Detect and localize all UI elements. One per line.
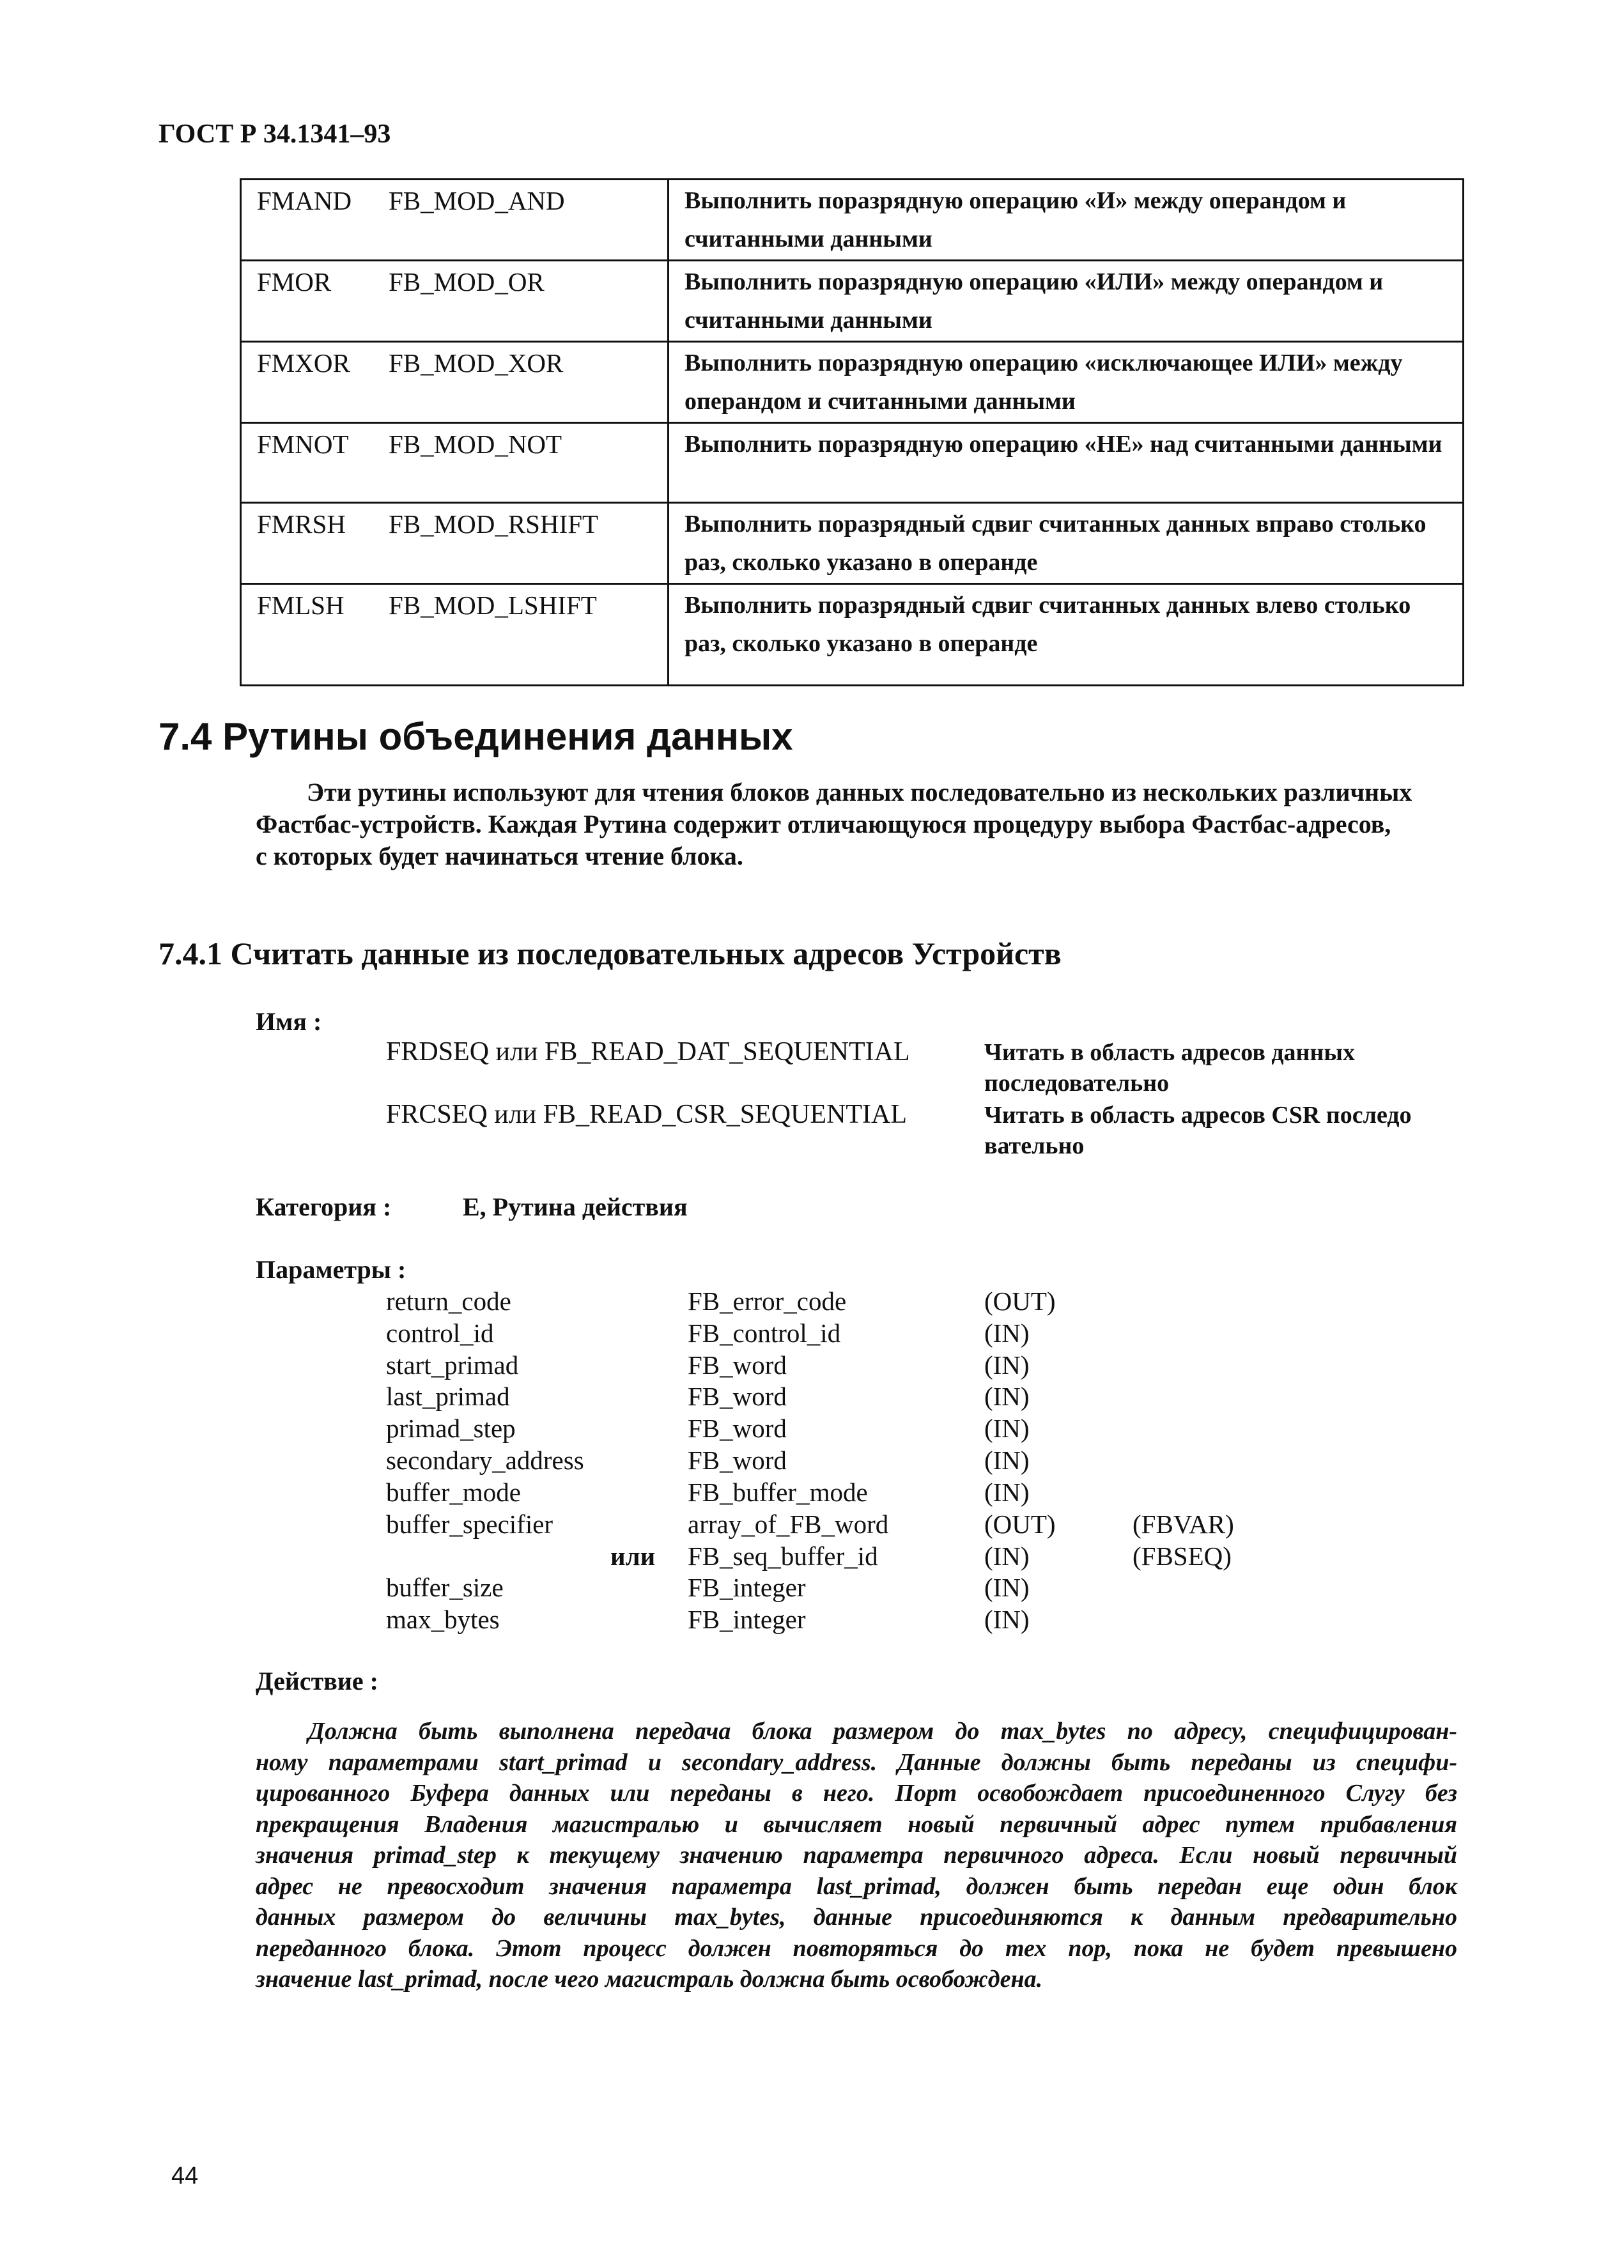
operation-code-cell xyxy=(241,342,669,423)
category-value: E, Рутина действия xyxy=(463,1192,688,1221)
operation-abbr: FMXOR xyxy=(257,348,350,378)
operation-name: FB_MOD_LSHIFT xyxy=(389,590,597,620)
param-direction: (IN) xyxy=(984,1541,1030,1571)
param-name: buffer_specifier xyxy=(386,1509,553,1539)
param-name: secondary_address xyxy=(386,1446,584,1475)
param-type: FB_word xyxy=(688,1446,787,1475)
section-intro-paragraph xyxy=(256,776,1457,872)
operation-name: FB_MOD_RSHIFT xyxy=(389,509,599,539)
param-name: primad_step xyxy=(386,1414,516,1443)
subsection-heading: 7.4.1 Считать данные из последовательных адресов Устройств xyxy=(159,936,1062,971)
table-row xyxy=(241,423,1464,503)
table-row xyxy=(241,503,1464,584)
param-variant: (FBSEQ) xyxy=(1133,1541,1232,1571)
param-variant: (FBVAR) xyxy=(1133,1509,1234,1539)
param-type: FB_word xyxy=(688,1382,787,1411)
operation-abbr: FMAND xyxy=(257,186,352,215)
action-line: прекращения Владения магистралью и вычисляет новый первичный адрес путем прибавления xyxy=(256,1810,1457,1838)
operation-description: Выполнить поразрядную операцию «ИЛИ» между операндом и считанными данными xyxy=(669,261,1464,342)
operation-description: Выполнить поразрядную операцию «НЕ» над считанными данными xyxy=(669,423,1464,503)
name-label: Имя : xyxy=(256,1007,322,1036)
description-line: последовательно xyxy=(984,1070,1170,1097)
operation-description: Выполнить поразрядный сдвиг считанных данных вправо столько раз, сколько указано в операнде xyxy=(669,503,1464,584)
param-direction: (IN) xyxy=(984,1573,1030,1602)
intro-line: Эти рутины используют для чтения блоков данных последовательно из нескольких различных xyxy=(307,778,1412,806)
param-name: start_primad xyxy=(386,1350,519,1380)
operation-name: FB_MOD_XOR xyxy=(389,348,564,378)
param-type: FB_control_id xyxy=(688,1318,841,1348)
table-row xyxy=(241,342,1464,423)
intro-line: Фастбас-устройств. Каждая Рутина содержит отличающуюся процедуру выбора Фастбас-адресов, xyxy=(256,810,1391,838)
table-row xyxy=(241,180,1464,261)
param-type: FB_error_code xyxy=(688,1286,847,1316)
routine-name: FRDSEQ или FB_READ_DAT_SEQUENTIAL xyxy=(386,1037,910,1067)
param-direction: (IN) xyxy=(984,1350,1030,1380)
operation-name: FB_MOD_AND xyxy=(389,186,565,215)
param-type: FB_buffer_mode xyxy=(688,1477,868,1507)
param-name: control_id xyxy=(386,1318,494,1348)
operation-code-cell xyxy=(241,423,669,503)
param-alternative-or: или xyxy=(610,1541,656,1571)
operation-description: Выполнить поразрядную операцию «исключающее ИЛИ» между операндом и считанными данными xyxy=(669,342,1464,423)
action-paragraph xyxy=(256,1716,1457,1995)
action-line: данных размером до величины max_bytes, данные присоединяются к данным предварительно xyxy=(256,1904,1457,1931)
routine-name: FRCSEQ или FB_READ_CSR_SEQUENTIAL xyxy=(386,1100,908,1129)
table-row xyxy=(241,261,1464,342)
operation-abbr: FMOR xyxy=(257,267,332,297)
page-number: 44 xyxy=(171,2163,199,2189)
action-line: цированного Буфера данных или переданы в него. Порт освобождает присоединенного Слугу без xyxy=(256,1780,1457,1807)
action-line: значения primad_step к текущему значению параметра первичного адреса. Если новый первичный xyxy=(256,1842,1457,1869)
param-type: array_of_FB_word xyxy=(688,1509,889,1539)
operation-code-cell xyxy=(241,503,669,584)
operation-name: FB_MOD_NOT xyxy=(389,429,562,459)
routine-name-description xyxy=(984,1100,1470,1161)
param-type: FB_seq_buffer_id xyxy=(688,1541,878,1571)
operations-table xyxy=(240,178,1464,686)
param-name: buffer_size xyxy=(386,1573,504,1602)
param-direction: (IN) xyxy=(984,1446,1030,1475)
param-direction: (OUT) xyxy=(984,1509,1056,1539)
document-id-header: ГОСТ Р 34.1341–93 xyxy=(159,120,391,149)
parameters-label: Параметры : xyxy=(256,1255,406,1284)
param-name: buffer_mode xyxy=(386,1477,522,1507)
param-name: max_bytes xyxy=(386,1605,500,1634)
action-line: переданного блока. Этот процесс должен повторяться до тех пор, пока не будет превышено xyxy=(256,1934,1457,1962)
action-line: Должна быть выполнена передача блока размером до max_bytes по адресу, специфицирован- xyxy=(308,1718,1457,1745)
operation-description: Выполнить поразрядный сдвиг считанных данных влево столько раз, сколько указано в операнде xyxy=(669,584,1464,686)
category-label: Категория : xyxy=(256,1192,392,1221)
intro-line: с которых будет начинаться чтение блока. xyxy=(256,842,743,870)
param-direction: (IN) xyxy=(984,1382,1030,1411)
routine-name-description xyxy=(984,1037,1470,1099)
section-heading: 7.4 Рутины объединения данных xyxy=(159,715,793,758)
param-direction: (IN) xyxy=(984,1605,1030,1634)
table-row xyxy=(241,584,1464,686)
description-line: вательно xyxy=(984,1132,1085,1159)
action-line: значение last_primad, после чего магистраль должна быть освобождена. xyxy=(256,1966,1043,1993)
operation-name: FB_MOD_OR xyxy=(389,267,545,297)
param-type: FB_integer xyxy=(688,1573,806,1602)
operation-description: Выполнить поразрядную операцию «И» между операндом и считанными данными xyxy=(669,180,1464,261)
operation-abbr: FMRSH xyxy=(257,509,346,539)
action-label: Действие : xyxy=(256,1667,378,1695)
operation-abbr: FMLSH xyxy=(257,590,344,620)
action-line: адрес не превосходит значения параметра last_primad, должен быть передан еще один блок xyxy=(256,1872,1457,1900)
description-line: Читать в область адресов CSR последо xyxy=(984,1102,1412,1129)
param-type: FB_word xyxy=(688,1414,787,1443)
description-line: Читать в область адресов данных xyxy=(984,1039,1356,1066)
operation-code-cell xyxy=(241,180,669,261)
param-name: return_code xyxy=(386,1286,511,1316)
operation-code-cell xyxy=(241,584,669,686)
param-type: FB_word xyxy=(688,1350,787,1380)
param-direction: (IN) xyxy=(984,1414,1030,1443)
param-direction: (IN) xyxy=(984,1318,1030,1348)
param-direction: (OUT) xyxy=(984,1286,1056,1316)
action-line: ному параметрами start_primad и secondary_address. Данные должны быть переданы из специфи- xyxy=(256,1748,1457,1776)
param-type: FB_integer xyxy=(688,1605,806,1634)
param-name: last_primad xyxy=(386,1382,510,1411)
operation-abbr: FMNOT xyxy=(257,429,349,459)
param-direction: (IN) xyxy=(984,1477,1030,1507)
operation-code-cell xyxy=(241,261,669,342)
